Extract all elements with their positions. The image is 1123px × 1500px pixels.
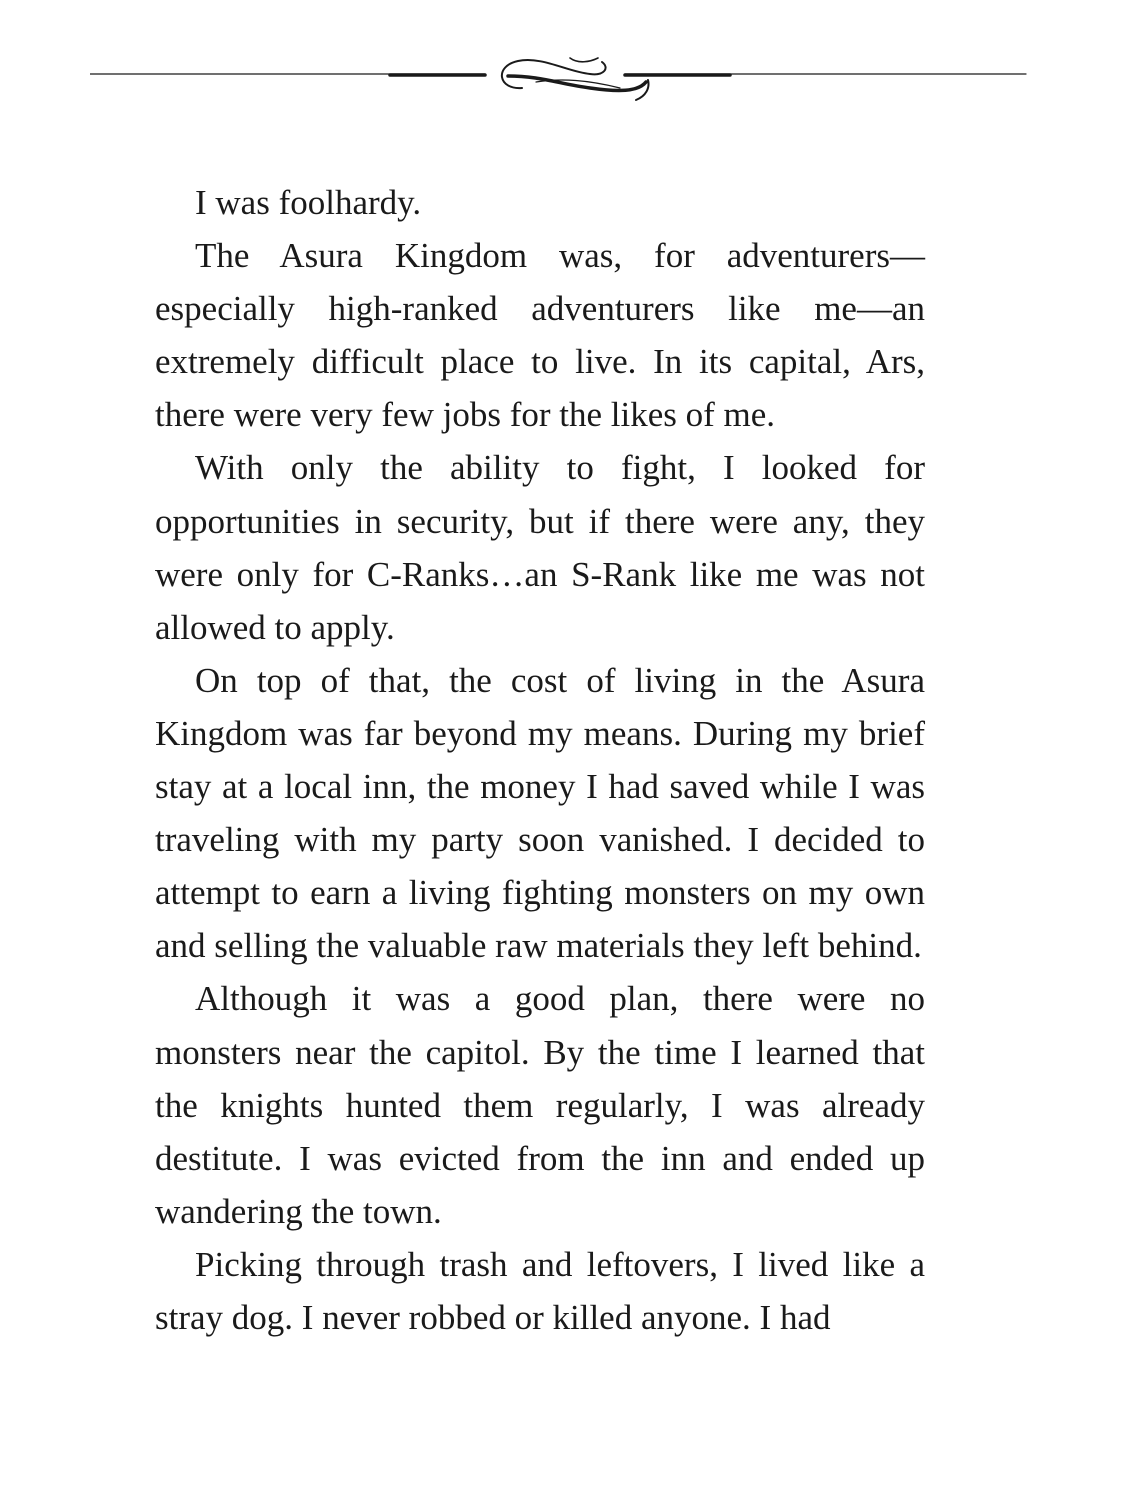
paragraph: With only the ability to fight, I looked for opportunities in security, but if there were any, they were only for C-Ranks…an S-Rank like me was not allowed to apply.	[155, 448, 925, 647]
paragraph: On top of that, the cost of living in the Asura Kingdom was far beyond my means. During my brief stay at a local inn, the money I had saved while I was traveling with my party soon vanished. I decided to attempt to earn a living fighting monsters on my own and selling the valuable raw materials they left behind.	[155, 660, 925, 966]
paragraph: I was foolhardy.	[195, 183, 422, 222]
scroll-flourish-icon	[90, 50, 1030, 106]
paragraph: The Asura Kingdom was, for adventurers—especially high-ranked adventurers like me—an extremely difficult place to live. In its capital, Ars, there were very few jobs for the likes of me.	[155, 236, 925, 435]
paragraph: Picking through trash and leftovers, I lived like a stray dog. I never robbed or killed anyone. I had	[155, 1244, 925, 1337]
paragraph: Although it was a good plan, there were no monsters near the capitol. By the time I learned that the knights hunted them regularly, I was already destitute. I was evicted from the inn and ended up wandering the town.	[155, 979, 925, 1231]
body-text	[155, 176, 925, 1344]
